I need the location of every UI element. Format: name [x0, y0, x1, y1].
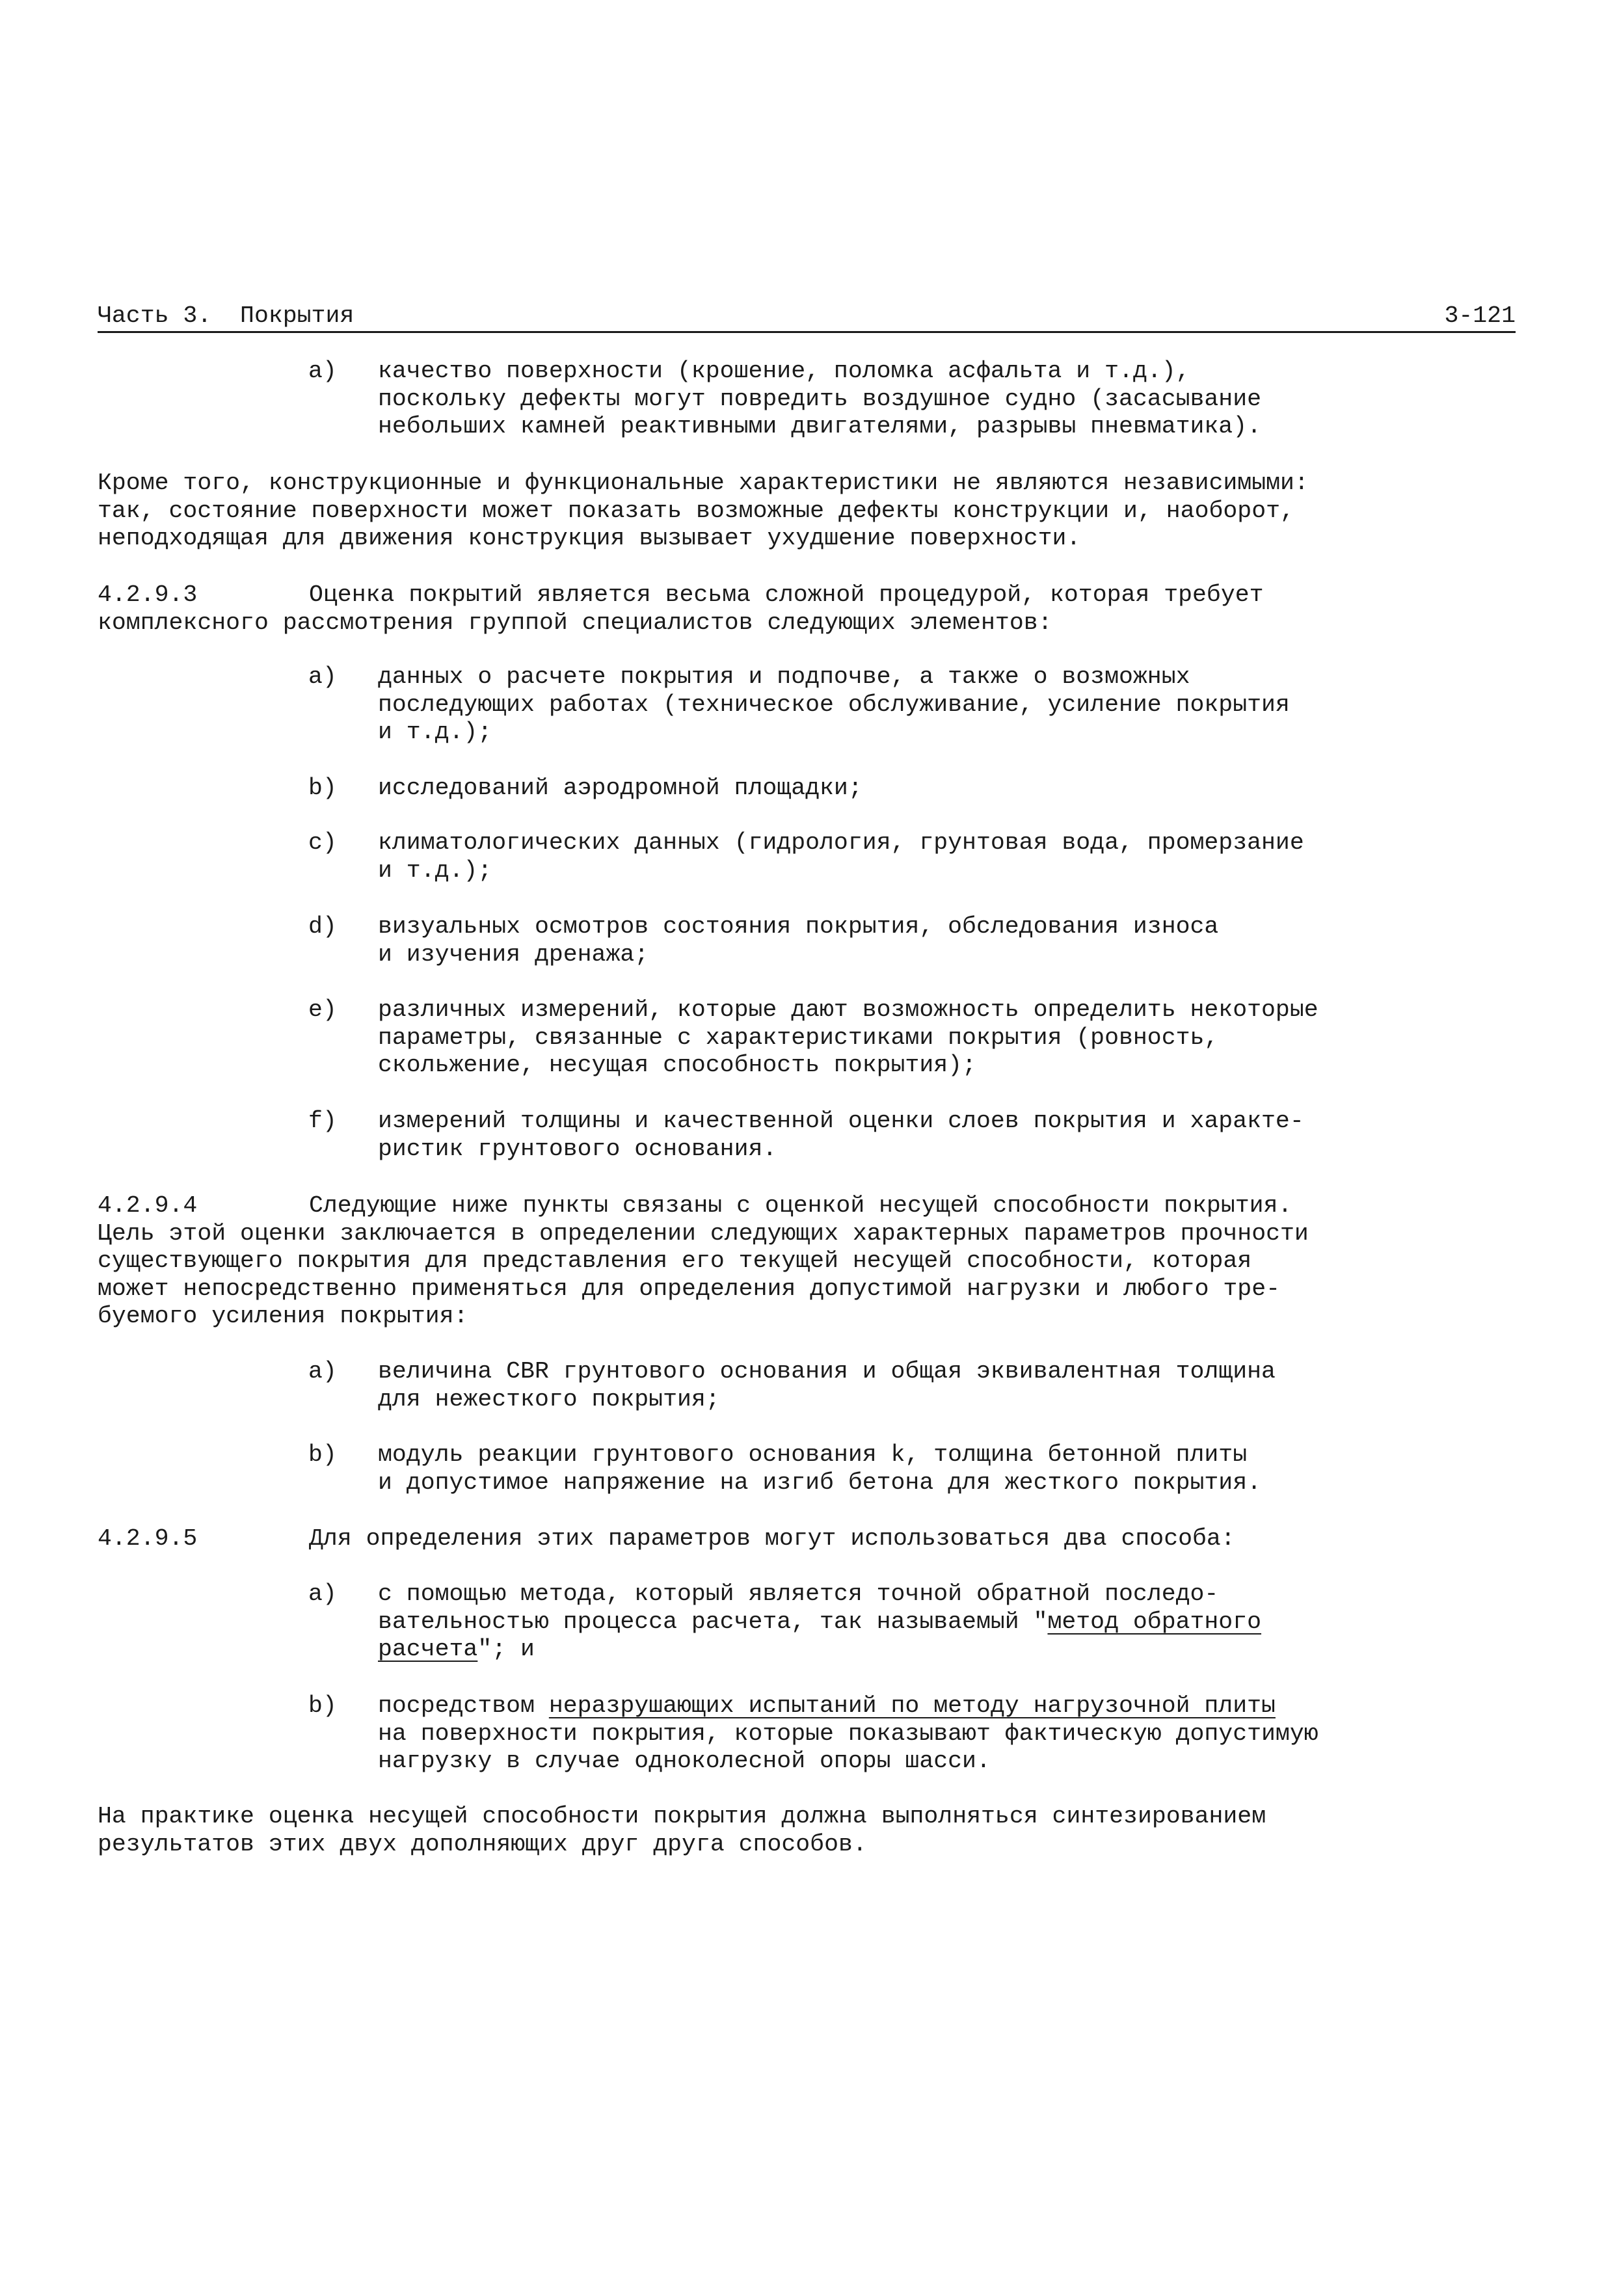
header-page-number: 3-121	[1444, 302, 1516, 329]
text-fragment: "; и	[477, 1636, 535, 1662]
text-line: последующих работах (техническое обслуживание, усиление покрытия	[378, 691, 1290, 718]
list-marker: c)	[308, 829, 337, 856]
section-4-list	[308, 1358, 1609, 1514]
text-line: поскольку дефекты могут повредить воздушное судно (засасывание	[378, 385, 1262, 412]
list-marker: b)	[308, 1441, 337, 1468]
section-first-line: Следующие ниже пункты связаны с оценкой несущей способности покрытия.	[309, 1192, 1292, 1219]
text-fragment: посредством	[378, 1692, 549, 1719]
section-4-2-9-3	[98, 581, 1561, 640]
paragraph-intro	[98, 470, 1561, 553]
list-marker: а)	[308, 358, 337, 384]
text-line: небольших камней реактивными двигателями, разрывы пневматика).	[378, 413, 1262, 440]
text-fragment: вательностью процесса расчета, так называемый "	[378, 1608, 1048, 1635]
list-marker: f)	[308, 1108, 337, 1134]
header-part-title: Часть 3. Покрытия	[98, 302, 355, 329]
text-line: и допустимое напряжение на изгиб бетона для жесткого покрытия.	[378, 1469, 1262, 1496]
list-marker: b)	[308, 775, 337, 801]
underlined-term-method-cont: расчета	[378, 1636, 478, 1662]
list-marker: a)	[308, 663, 337, 690]
list-marker: a)	[308, 1581, 337, 1607]
section-5-list	[308, 1581, 1609, 1776]
text-line: измерений толщины и качественной оценки слоев покрытия и характе-	[378, 1108, 1304, 1134]
text-line: визуальных осмотров состояния покрытия, обследования износа	[378, 913, 1219, 940]
list-marker: d)	[308, 913, 337, 940]
text-line: ристик грунтового основания.	[378, 1135, 777, 1162]
text-line: модуль реакции грунтового основания k, толщина бетонной плиты	[378, 1441, 1248, 1468]
list-marker: e)	[308, 996, 337, 1023]
text-line: и т.д.);	[378, 719, 492, 745]
section-3-list	[308, 663, 1609, 1184]
text-line: климатологических данных (гидрология, грунтовая вода, промерзание	[378, 829, 1304, 856]
section-number: 4.2.9.4	[98, 1192, 198, 1219]
section-first-line: Для определения этих параметров могут использоваться два способа:	[309, 1525, 1235, 1552]
text-line: данных о расчете покрытия и подпочве, а также о возможных	[378, 663, 1190, 690]
text-line: с помощью метода, который является точной обратной последо-	[378, 1581, 1219, 1607]
text-line: Цель этой оценки заключается в определении следующих характерных параметров прочности	[98, 1220, 1309, 1247]
text-line: нагрузку в случае одноколесной опоры шасси.	[378, 1748, 991, 1774]
text-line: так, состояние поверхности может показать возможные дефекты конструкции и, наоборот,	[98, 497, 1294, 524]
text-line: существующего покрытия для представления его текущей несущей способности, которая	[98, 1248, 1252, 1274]
section-number: 4.2.9.5	[98, 1525, 198, 1552]
text-line: качество поверхности (крошение, поломка асфальта и т.д.),	[378, 358, 1190, 384]
text-line: параметры, связанные с характеристиками покрытия (ровность,	[378, 1024, 1219, 1051]
page-header	[98, 296, 1516, 333]
text-line: и т.д.);	[378, 857, 492, 884]
text-line: на поверхности покрытия, которые показывают фактическую допустимую	[378, 1720, 1318, 1747]
text-line: и изучения дренажа;	[378, 941, 649, 968]
text-line: буемого усиления покрытия:	[98, 1303, 468, 1329]
text-line: исследований аэродромной площадки;	[378, 775, 863, 801]
text-line: скольжение, несущая способность покрытия);	[378, 1052, 976, 1078]
underlined-term-method: метод обратного	[1047, 1608, 1262, 1635]
text-line: для нежесткого покрытия;	[378, 1385, 720, 1413]
list-marker: a)	[308, 1358, 337, 1385]
section-4-2-9-4	[98, 1192, 1561, 1335]
text-line	[378, 1692, 1318, 1720]
text-line: результатов этих двух дополняющих друг друга способов.	[98, 1830, 867, 1858]
section-4-2-9-5	[98, 1525, 1561, 1554]
text-line: различных измерений, которые дают возможность определить некоторые	[378, 996, 1318, 1023]
underlined-term-nondestructive: неразрушающих испытаний по методу нагрузочной плиты	[548, 1692, 1276, 1719]
text-line: неподходящая для движения конструкция вызывает ухудшение поверхности.	[98, 525, 1081, 552]
text-line: На практике оценка несущей способности покрытия должна выполняться синтезированием	[98, 1803, 1266, 1830]
text-line: Кроме того, конструкционные и функциональные характеристики не являются независимыми:	[98, 470, 1309, 496]
paragraph-final	[98, 1803, 1561, 1858]
section-first-line: Оценка покрытий является весьма сложной процедурой, которая требует	[309, 581, 1264, 608]
list-marker: b)	[308, 1692, 337, 1719]
text-line	[378, 1609, 1261, 1636]
text-line	[378, 1636, 1261, 1664]
section-number: 4.2.9.3	[98, 581, 198, 608]
text-line: величина CBR грунтового основания и общая эквивалентная толщина	[378, 1358, 1276, 1385]
text-line: может непосредственно применяться для определения допустимой нагрузки и любого тре-	[98, 1275, 1280, 1302]
text-line: комплексного рассмотрения группой специалистов следующих элементов:	[98, 609, 1052, 636]
